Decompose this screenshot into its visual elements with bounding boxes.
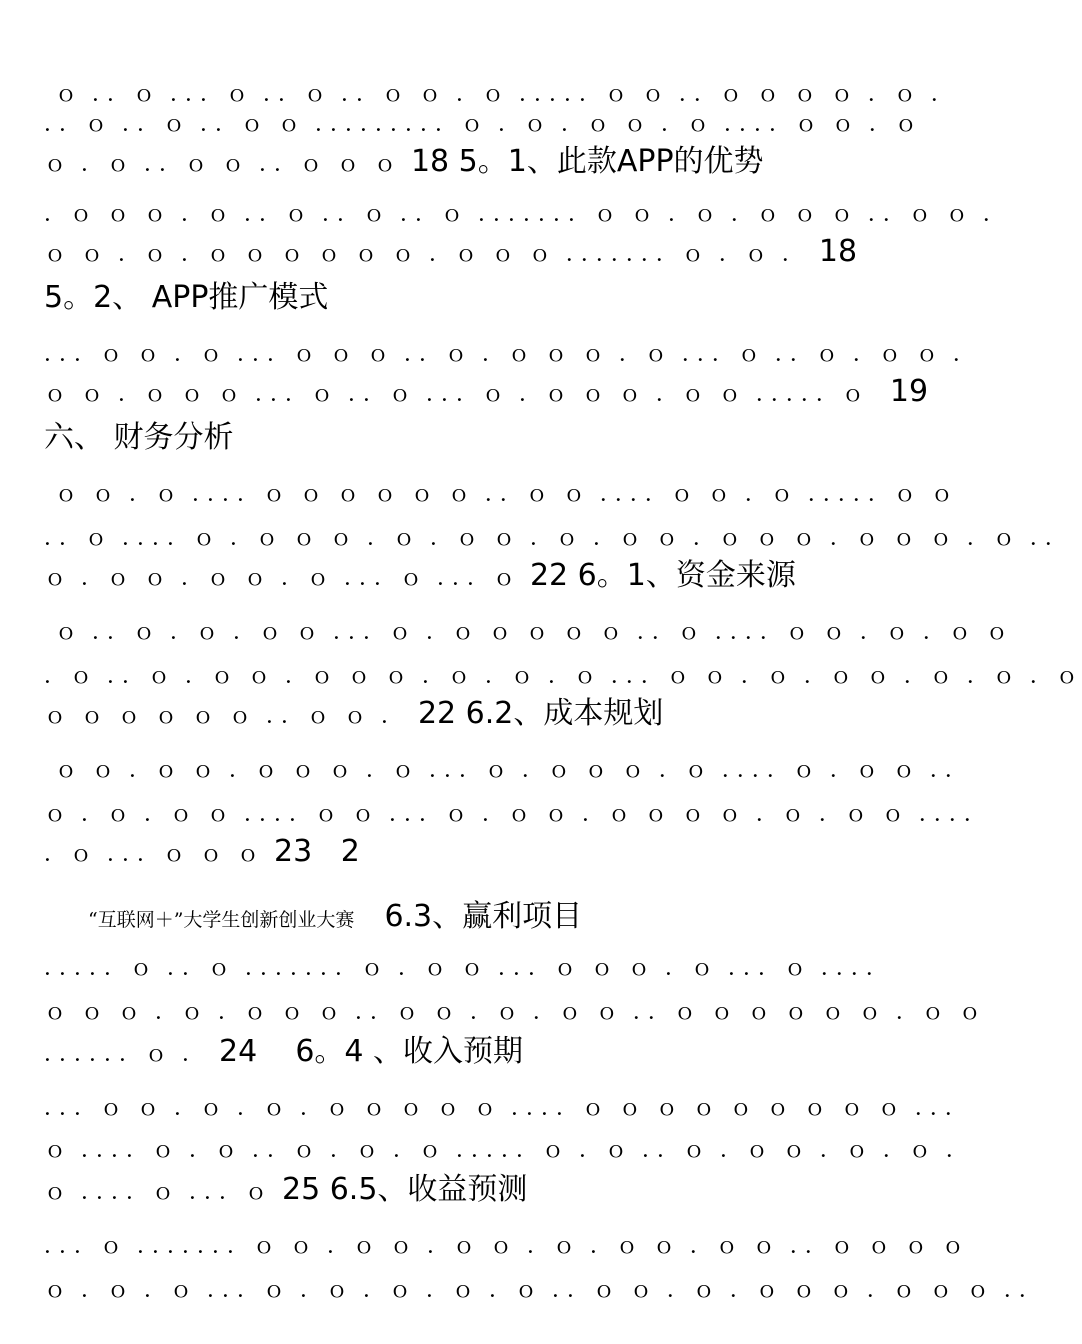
- toc-line-12: [44, 556, 796, 599]
- dot-leader: ｏ ．．．．ｏ ．ｏ ．．ｏ ．ｏ ．ｏ ．．．．．ｏ ．ｏ ．．ｏ ．ｏ ｏ ．ｏ ．ｏ ．: [44, 1138, 972, 1163]
- toc-line-2: [44, 102, 921, 145]
- dot-leader: ｏ ．．ｏ ．ｏ ．ｏ ｏ ．．．ｏ ．ｏ ｏ ｏ ｏ ｏ ．．ｏ ．．．．ｏ ｏ ．ｏ ．ｏ ｏ: [44, 620, 1012, 645]
- toc-page-number: 19: [889, 374, 929, 409]
- toc-line-17: [44, 792, 990, 835]
- dot-leader: ｏ ｏ ．ｏ ｏ ．ｏ ｏ ｏ ．ｏ ．．．ｏ ．ｏ ｏ ｏ ．ｏ ．．．．ｏ ．ｏ ｏ ．．: [44, 758, 971, 783]
- dot-leader: ｏ ｏ ．ｏ ．ｏ ｏ ｏ ｏ ｏ ｏ ．ｏ ｏ ｏ ．．．．．．．ｏ ．ｏ ．: [44, 242, 819, 267]
- toc-line-11: [44, 516, 1071, 559]
- dot-leader: ｏ ．ｏ ．．ｏ ｏ ．．ｏ ｏ ｏ: [44, 152, 411, 177]
- toc-entry-text: 25 6.5、收益预测: [281, 1172, 528, 1207]
- toc-line-5: [44, 232, 857, 275]
- toc-line-3: [44, 142, 764, 185]
- toc-line-20: [44, 990, 985, 1033]
- toc-entry-text: 6.3、赢利项目: [384, 899, 583, 934]
- dot-leader: ．．．ｏ ｏ ．ｏ ．ｏ ．ｏ ｏ ｏ ｏ ｏ ．．．．ｏ ｏ ｏ ｏ ｏ ｏ ｏ ｏ ｏ ．．．: [44, 1096, 971, 1121]
- dot-leader: ．ｏ ．．ｏ ．ｏ ｏ ．ｏ ｏ ｏ ．ｏ ．ｏ ．ｏ ．．．ｏ ｏ ．ｏ ．ｏ ｏ ．ｏ ．ｏ ．ｏ: [44, 664, 1082, 689]
- dot-leader: ｏ ．ｏ ．ｏ ．．．ｏ ．ｏ ．ｏ ．ｏ ．ｏ ．．ｏ ｏ ．ｏ ．ｏ ｏ ｏ ．ｏ ｏ ｏ ．．: [44, 1278, 1045, 1303]
- dot-leader: ｏ ｏ ．ｏ ．．．．ｏ ｏ ｏ ｏ ｏ ｏ ．．ｏ ｏ ．．．．ｏ ｏ ．ｏ ．．．．．ｏ ｏ: [44, 482, 957, 507]
- toc-line-23: [44, 1128, 972, 1171]
- toc-line-4: [44, 192, 1009, 235]
- toc-line-25: [44, 1224, 968, 1267]
- toc-line-16: [44, 748, 971, 791]
- toc-line-22: [44, 1086, 971, 1129]
- dot-leader: ｏ ｏ ．ｏ ｏ ｏ ．．．ｏ ．．ｏ ．．．ｏ ．ｏ ｏ ｏ ．ｏ ｏ ．．．．．ｏ: [44, 382, 890, 407]
- dot-leader: ．．．ｏ ．．．．．．．ｏ ｏ ．ｏ ｏ ．ｏ ｏ ．ｏ ．ｏ ｏ ．ｏ ｏ ．．ｏ ｏ ｏ ｏ: [44, 1234, 968, 1259]
- toc-line-21: [44, 1032, 523, 1075]
- toc-line-19: [44, 946, 892, 989]
- toc-section-heading: 六、 财务分析: [44, 420, 234, 455]
- dot-leader: ．ｏ ｏ ｏ ．ｏ ．．ｏ ．．ｏ ．．ｏ ．．．．．．．ｏ ｏ ．ｏ ．ｏ ｏ ｏ ．．ｏ ｏ ．: [44, 202, 1009, 227]
- toc-line-6: [44, 278, 328, 318]
- dot-leader: ．．ｏ ．．ｏ ．．ｏ ｏ ．．．．．．．．．ｏ ．ｏ ．ｏ ｏ ．ｏ ．．．．ｏ ｏ ．ｏ: [44, 112, 921, 137]
- dot-leader: ．．．ｏ ｏ ．ｏ ．．．ｏ ｏ ｏ ．．ｏ ．ｏ ｏ ｏ ．ｏ ．．．ｏ ．．ｏ ．ｏ ｏ ．: [44, 342, 979, 367]
- running-header-line: [88, 899, 583, 935]
- dot-leader: ｏ ｏ ｏ ｏ ｏ ｏ ．．ｏ ｏ ．: [44, 704, 418, 729]
- toc-page-number: 18: [818, 234, 858, 269]
- toc-line-8: [44, 372, 928, 415]
- dot-leader: ｏ ．ｏ ｏ ．ｏ ｏ ．ｏ ．．．ｏ ．．．ｏ: [44, 566, 530, 591]
- toc-page-number: 23 2: [273, 834, 360, 869]
- toc-entry-text: 18 5。1、此款APP的优势: [410, 144, 764, 179]
- toc-line-10: [44, 472, 957, 515]
- dot-leader: ｏ ．ｏ ．ｏ ｏ ．．．．ｏ ｏ ．．．ｏ ．ｏ ｏ ．ｏ ｏ ｏ ｏ ．ｏ ．ｏ ｏ ．．．．: [44, 802, 990, 827]
- toc-line-26: [44, 1268, 1045, 1311]
- toc-line-18: [44, 832, 360, 875]
- dot-leader: ．．ｏ ．．．．ｏ ．ｏ ｏ ｏ ．ｏ ．ｏ ｏ ．ｏ ．ｏ ｏ ．ｏ ｏ ｏ ．ｏ ｏ ｏ ．ｏ ．．: [44, 526, 1071, 551]
- toc-line-13: [44, 610, 1012, 653]
- dot-leader: ｏ ．．．．ｏ ．．．ｏ: [44, 1180, 282, 1205]
- dot-leader: ．．．．．ｏ ．．ｏ ．．．．．．．ｏ ．ｏ ｏ ．．．ｏ ｏ ｏ ．ｏ ．．．ｏ ．．．．: [44, 956, 892, 981]
- competition-title: “互联网＋”大学生创新创业大赛: [88, 909, 355, 931]
- dot-leader: ．．．．．．ｏ ．: [44, 1042, 219, 1067]
- toc-line-24: [44, 1170, 527, 1213]
- dot-leader: ｏ ｏ ｏ ．ｏ ．ｏ ｏ ｏ ．．ｏ ｏ ．ｏ ．ｏ ｏ ．．ｏ ｏ ｏ ｏ ｏ ｏ ．ｏ ｏ: [44, 1000, 985, 1025]
- dot-leader: ｏ ．．ｏ ．．．ｏ ．．ｏ ．．ｏ ｏ ．ｏ ．．．．．ｏ ｏ ．．ｏ ｏ ｏ ｏ ．ｏ ．: [44, 82, 957, 107]
- dot-leader: ．ｏ ．．．ｏ ｏ ｏ: [44, 842, 274, 867]
- toc-entry-text: 22 6.2、成本规划: [417, 696, 664, 731]
- toc-entry-text: 24 6。4 、收入预期: [219, 1034, 524, 1069]
- toc-entry-text: 5。2、 APP推广模式: [44, 280, 329, 315]
- toc-entry-text: 22 6。1、资金来源: [529, 558, 796, 593]
- toc-line-7: [44, 332, 979, 375]
- toc-line-9: [44, 418, 234, 458]
- toc-line-15: [44, 694, 663, 737]
- toc-line-14: [44, 654, 1082, 697]
